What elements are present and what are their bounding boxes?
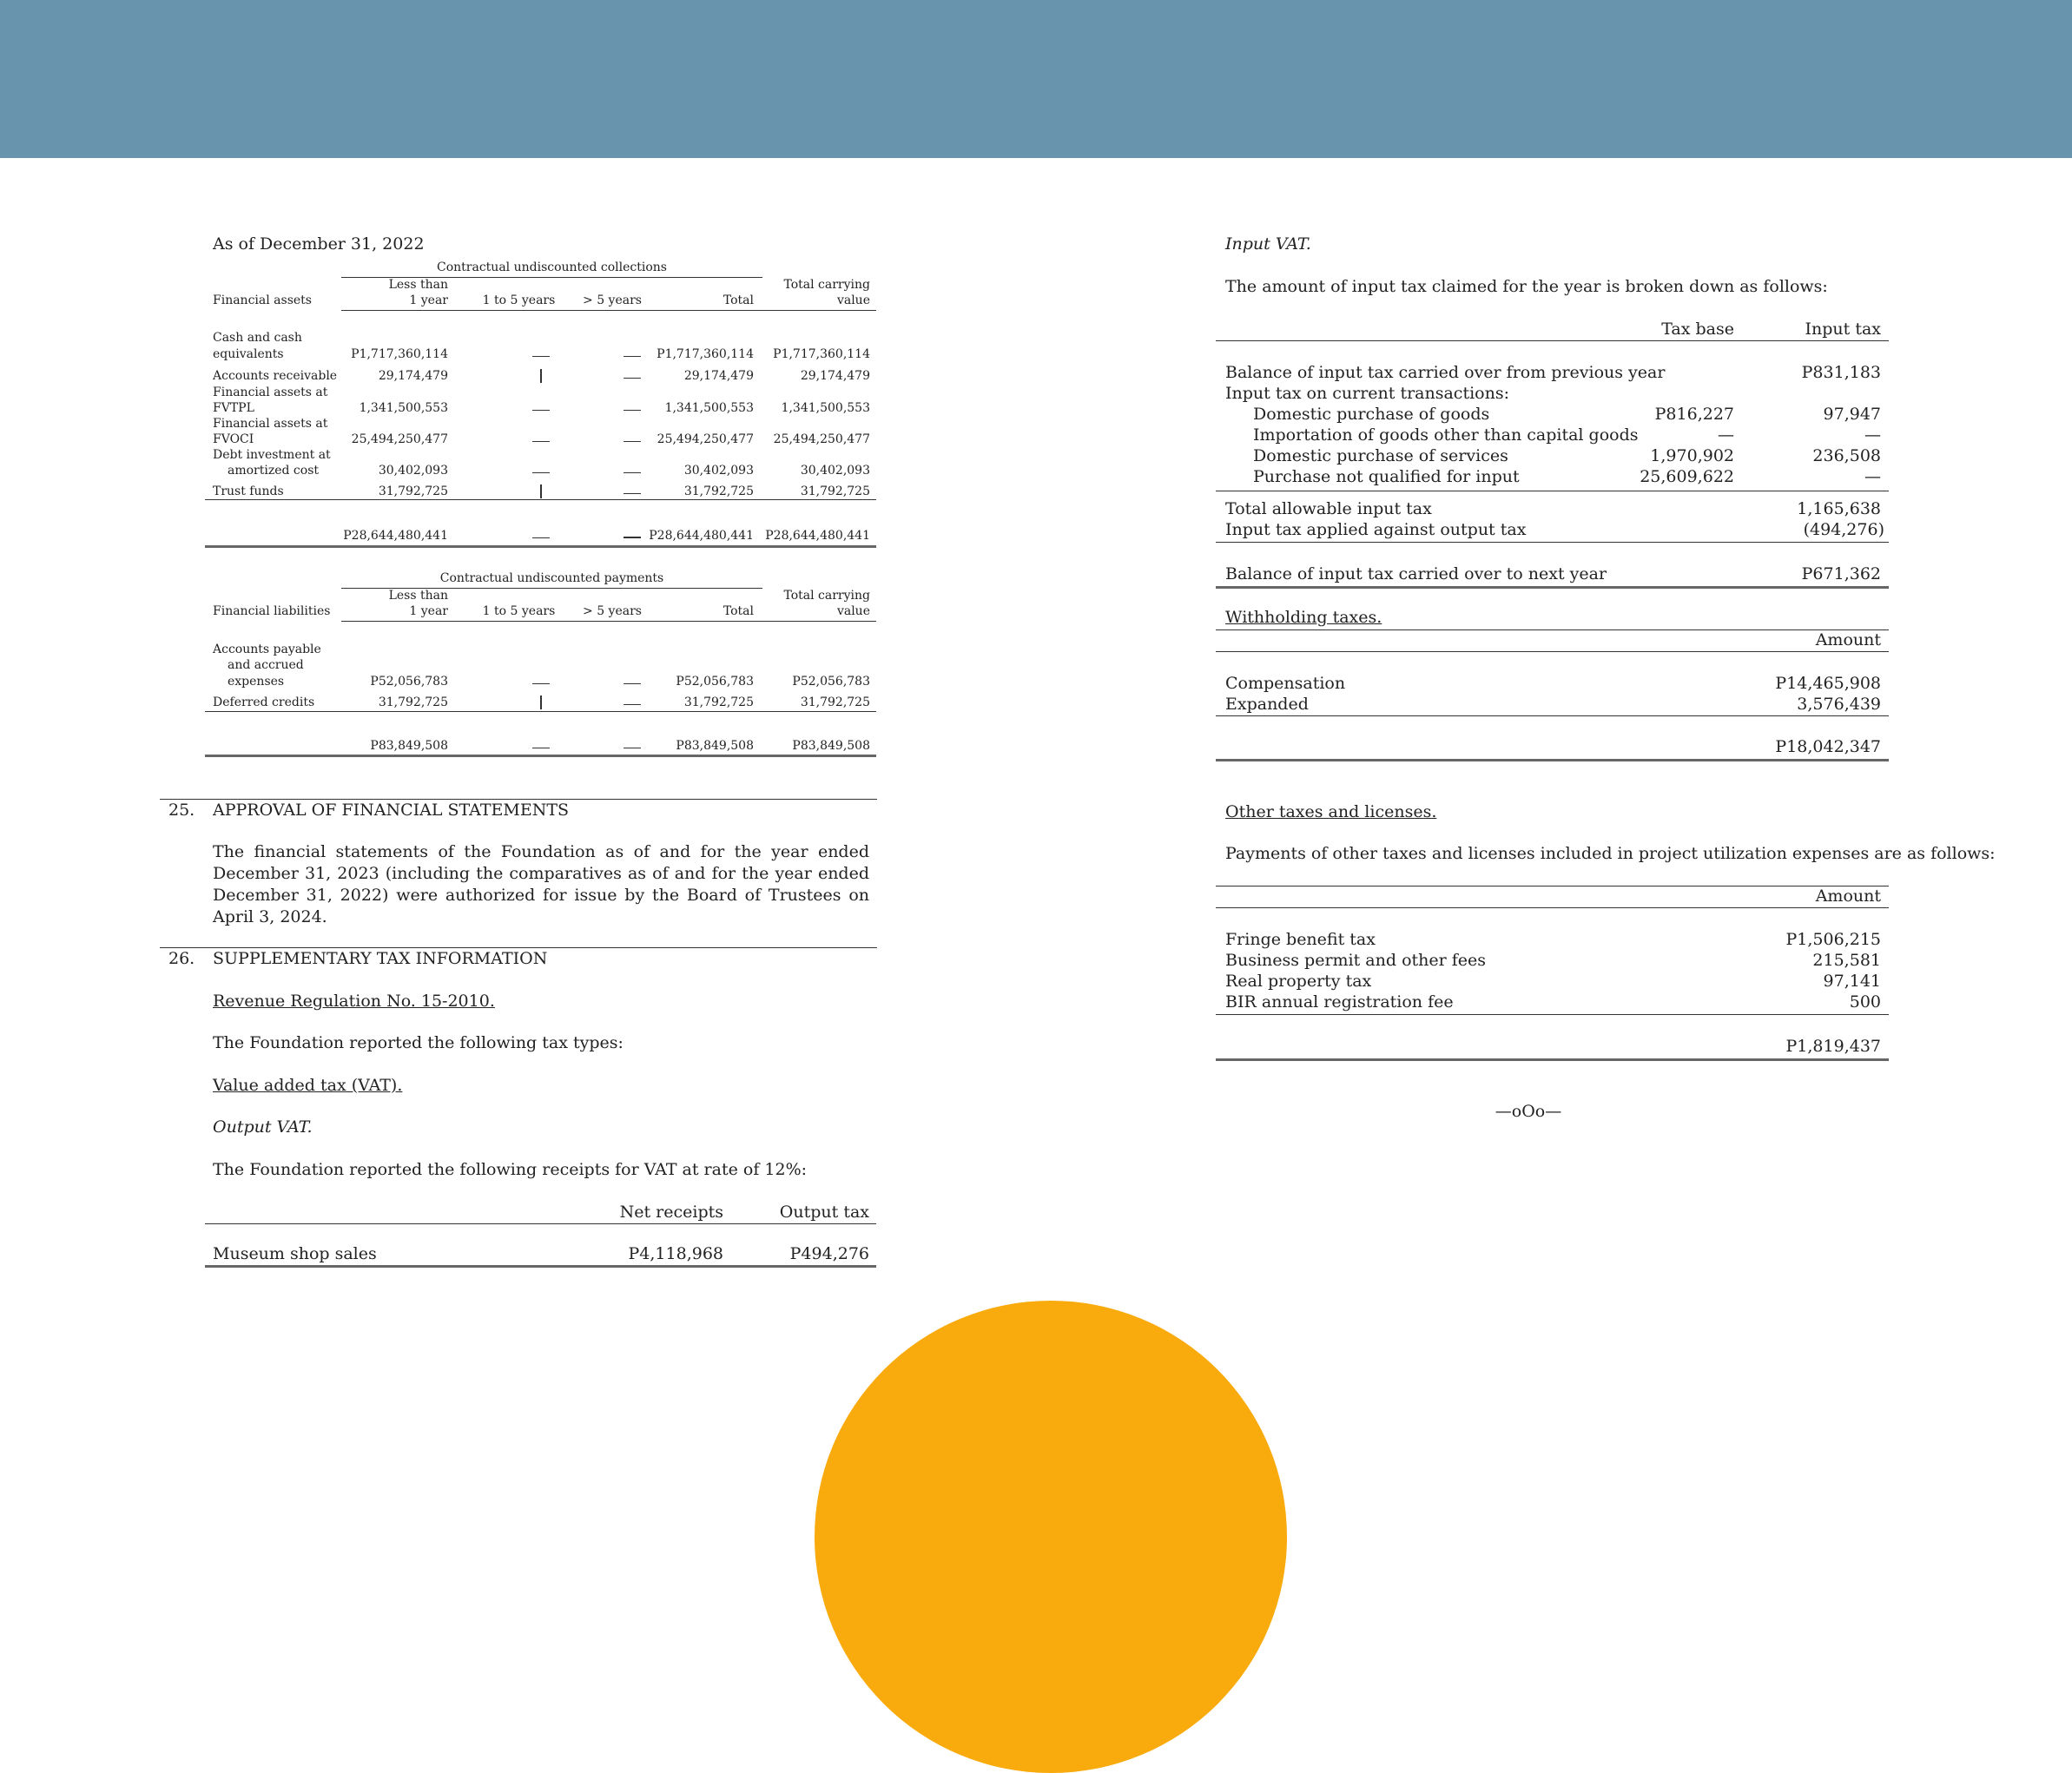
- section-rule: [160, 799, 877, 800]
- item-tax: 97,947: [1823, 405, 1881, 424]
- cell-less: 31,792,725: [378, 484, 448, 498]
- balance-next-label: Balance of input tax carried over to next year: [1225, 564, 1607, 583]
- note-25-title: APPROVAL OF FINANCIAL STATEMENTS: [213, 801, 570, 820]
- other-row-amount: P1,506,215: [1785, 930, 1881, 949]
- withholding-heading: Withholding taxes.: [1225, 608, 1382, 627]
- item-base: 1,970,902: [1650, 446, 1734, 465]
- double-rule: [1216, 586, 1889, 589]
- item-tax: —: [1864, 425, 1881, 445]
- cell-total: P1,717,360,114: [657, 347, 754, 361]
- withholding-total: P18,042,347: [1775, 737, 1881, 756]
- col-net-receipts: Net receipts: [619, 1203, 723, 1222]
- item-label: Purchase not qualified for input: [1253, 467, 1520, 486]
- museum-output-tax: P494,276: [789, 1244, 869, 1263]
- cell-total: 1,341,500,553: [664, 401, 754, 415]
- header-banner: [0, 0, 2072, 158]
- sum-total: P83,849,508: [676, 739, 754, 753]
- row-label-line2: Accounts receivable: [213, 369, 338, 383]
- dash: [624, 704, 641, 705]
- other-row-amount: 500: [1849, 992, 1881, 1012]
- cell-total: P52,056,783: [676, 675, 754, 689]
- input-vat-heading: Input VAT.: [1225, 234, 1311, 254]
- cell-carry: P1,717,360,114: [773, 347, 870, 361]
- assets-group-header: Contractual undiscounted collections: [437, 260, 667, 274]
- col-total: Total: [723, 293, 754, 307]
- cell-carry: 31,792,725: [800, 695, 870, 709]
- row-label-line1: Financial assets at: [213, 417, 328, 431]
- row-label-line1: Financial assets at: [213, 386, 328, 399]
- row-label-line1: Accounts payable: [213, 643, 321, 656]
- dash: [540, 369, 542, 383]
- row-label-line2: Trust funds: [213, 484, 284, 498]
- row-label: Deferred credits: [213, 695, 315, 709]
- cell-less: 29,174,479: [378, 369, 448, 383]
- end-mark: —oOo—: [1495, 1102, 1562, 1121]
- row-label-line1: Debt investment at: [213, 448, 331, 462]
- col-less-2: 1 year: [409, 293, 448, 307]
- rule: [205, 711, 876, 712]
- sum-less: P28,644,480,441: [343, 529, 448, 543]
- col-less-1: Less than: [388, 589, 448, 603]
- item-base: —: [1718, 425, 1734, 445]
- balance-prev-tax: P831,183: [1801, 363, 1881, 382]
- input-vat-intro: The amount of input tax claimed for the year is broken down as follows:: [1225, 277, 1828, 296]
- cell-less: 25,494,250,477: [351, 432, 448, 446]
- withholding-row-amount: 3,576,439: [1797, 695, 1881, 714]
- row-label-line2: amortized cost: [228, 464, 319, 478]
- col-financial-assets: Financial assets: [213, 293, 312, 307]
- col-output-tax: Output tax: [779, 1203, 869, 1222]
- applied-label: Input tax applied against output tax: [1225, 520, 1527, 539]
- note-26-title: SUPPLEMENTARY TAX INFORMATION: [213, 949, 548, 968]
- dash: [532, 441, 550, 442]
- cell-less: 31,792,725: [378, 695, 448, 709]
- double-rule: [1216, 759, 1889, 761]
- dash: [540, 484, 542, 498]
- applied-tax: (494,276): [1803, 520, 1884, 539]
- cell-carry: 25,494,250,477: [773, 432, 870, 446]
- rule: [205, 1223, 876, 1224]
- row-label-line1: Cash and cash: [213, 331, 302, 345]
- sum-less: P83,849,508: [370, 739, 448, 753]
- rule: [1216, 651, 1889, 652]
- cell-carry: 29,174,479: [800, 369, 870, 383]
- balance-prev-label: Balance of input tax carried over from previous year: [1225, 363, 1666, 382]
- museum-shop-sales-label: Museum shop sales: [213, 1244, 377, 1263]
- section-rule: [160, 947, 877, 948]
- rule: [1216, 715, 1889, 716]
- col-1to5: 1 to 5 years: [482, 293, 556, 307]
- item-base: 25,609,622: [1640, 467, 1734, 486]
- item-label: Domestic purchase of services: [1253, 446, 1508, 465]
- cell-less: P1,717,360,114: [351, 347, 448, 361]
- col-carry-1: Total carrying: [783, 589, 870, 603]
- output-vat-heading: Output VAT.: [213, 1117, 313, 1137]
- row-label-line2: FVTPL: [213, 401, 254, 415]
- double-rule: [205, 545, 876, 548]
- rule: [1216, 1014, 1889, 1015]
- cell-total: 30,402,093: [683, 464, 754, 478]
- withholding-row-label: Expanded: [1225, 695, 1309, 714]
- other-col-amount: Amount: [1815, 886, 1881, 906]
- tax-types-intro: The Foundation reported the following tax types:: [213, 1033, 624, 1052]
- other-row-label: Fringe benefit tax: [1225, 930, 1376, 949]
- cell-less: 30,402,093: [378, 464, 448, 478]
- dash: [624, 410, 641, 411]
- decorative-sun-circle: [815, 1301, 1287, 1773]
- sum-carry: P28,644,480,441: [765, 529, 870, 543]
- double-rule: [1216, 1058, 1889, 1061]
- withholding-row-amount: P14,465,908: [1775, 674, 1881, 693]
- cell-total: 31,792,725: [683, 695, 754, 709]
- col-carry-2: value: [836, 604, 870, 618]
- dash: [624, 683, 641, 684]
- cell-total: 25,494,250,477: [657, 432, 754, 446]
- double-rule: [205, 1265, 876, 1268]
- dash: [532, 410, 550, 411]
- as-of-heading: As of December 31, 2022: [213, 234, 425, 254]
- sum-total: P28,644,480,441: [649, 529, 754, 543]
- row-label-line2: FVOCI: [213, 432, 254, 446]
- dash: [624, 356, 641, 357]
- rule: [1216, 907, 1889, 908]
- rule: [205, 499, 876, 500]
- col-less-1: Less than: [388, 278, 448, 292]
- cell-total: 31,792,725: [683, 484, 754, 498]
- col-total: Total: [723, 604, 754, 618]
- cell-carry: 31,792,725: [800, 484, 870, 498]
- total-allowable-label: Total allowable input tax: [1225, 499, 1432, 518]
- dash: [532, 537, 550, 538]
- col-input-tax: Input tax: [1805, 320, 1881, 339]
- item-label: Domestic purchase of goods: [1253, 405, 1490, 424]
- rule: [341, 621, 876, 622]
- revenue-regulation-heading: Revenue Regulation No. 15-2010.: [213, 992, 495, 1011]
- col-1to5: 1 to 5 years: [482, 604, 556, 618]
- col-tax-base: Tax base: [1661, 320, 1734, 339]
- withholding-col-amount: Amount: [1815, 630, 1881, 649]
- cell-less: P52,056,783: [370, 675, 448, 689]
- sum-carry: P83,849,508: [792, 739, 870, 753]
- col-financial-liabilities: Financial liabilities: [213, 604, 331, 618]
- item-base: P816,227: [1654, 405, 1734, 424]
- dash: [540, 695, 542, 709]
- dash: [624, 537, 641, 538]
- dash: [532, 472, 550, 473]
- other-row-label: BIR annual registration fee: [1225, 992, 1454, 1012]
- rule: [1216, 340, 1889, 341]
- row-label-line2: and accrued: [228, 658, 304, 672]
- note-26-number: 26.: [168, 949, 195, 968]
- other-taxes-intro: Payments of other taxes and licenses included in project utilization expenses are as follows:: [1225, 844, 1996, 863]
- balance-next-tax: P671,362: [1801, 564, 1881, 583]
- vat-heading: Value added tax (VAT).: [213, 1076, 403, 1095]
- dash: [624, 441, 641, 442]
- cell-less: 1,341,500,553: [359, 401, 448, 415]
- col-less-2: 1 year: [409, 604, 448, 618]
- dash: [532, 683, 550, 684]
- item-label: Importation of goods other than capital goods: [1253, 425, 1639, 445]
- dash: [532, 356, 550, 357]
- rule: [1216, 542, 1889, 543]
- withholding-row-label: Compensation: [1225, 674, 1346, 693]
- other-row-amount: 215,581: [1812, 951, 1881, 970]
- item-tax: 236,508: [1812, 446, 1881, 465]
- col-carry-1: Total carrying: [783, 278, 870, 292]
- cell-carry: 30,402,093: [800, 464, 870, 478]
- other-taxes-heading: Other taxes and licenses.: [1225, 802, 1437, 821]
- cell-total: 29,174,479: [683, 369, 754, 383]
- note-25-body: The financial statements of the Foundation as of and for the year ended December 31, 2023 (including the comparatives as of and for the year ended December 31, 2022) were authorized for issue by the Board of Trustees on April 3, 2024.: [213, 842, 869, 926]
- item-tax: —: [1864, 467, 1881, 486]
- dash: [624, 472, 641, 473]
- liab-group-header: Contractual undiscounted payments: [439, 571, 664, 585]
- other-total: P1,819,437: [1785, 1037, 1881, 1056]
- dash: [624, 378, 641, 379]
- rule: [341, 310, 876, 311]
- other-row-label: Business permit and other fees: [1225, 951, 1487, 970]
- row-label-line3: expenses: [228, 675, 285, 689]
- col-carry-2: value: [836, 293, 870, 307]
- col-gt5: > 5 years: [583, 604, 642, 618]
- dash: [624, 493, 641, 494]
- row-label-line2: equivalents: [213, 347, 284, 361]
- cell-carry: P52,056,783: [792, 675, 870, 689]
- other-row-amount: 97,141: [1823, 972, 1881, 991]
- receipts-intro: The Foundation reported the following receipts for VAT at rate of 12%:: [213, 1160, 808, 1179]
- note-25-number: 25.: [168, 801, 195, 820]
- other-row-label: Real property tax: [1225, 972, 1372, 991]
- double-rule: [205, 755, 876, 757]
- museum-net-receipts: P4,118,968: [628, 1244, 723, 1263]
- current-transactions-label: Input tax on current transactions:: [1225, 384, 1509, 403]
- col-gt5: > 5 years: [583, 293, 642, 307]
- total-allowable-tax: 1,165,638: [1797, 499, 1881, 518]
- cell-carry: 1,341,500,553: [781, 401, 870, 415]
